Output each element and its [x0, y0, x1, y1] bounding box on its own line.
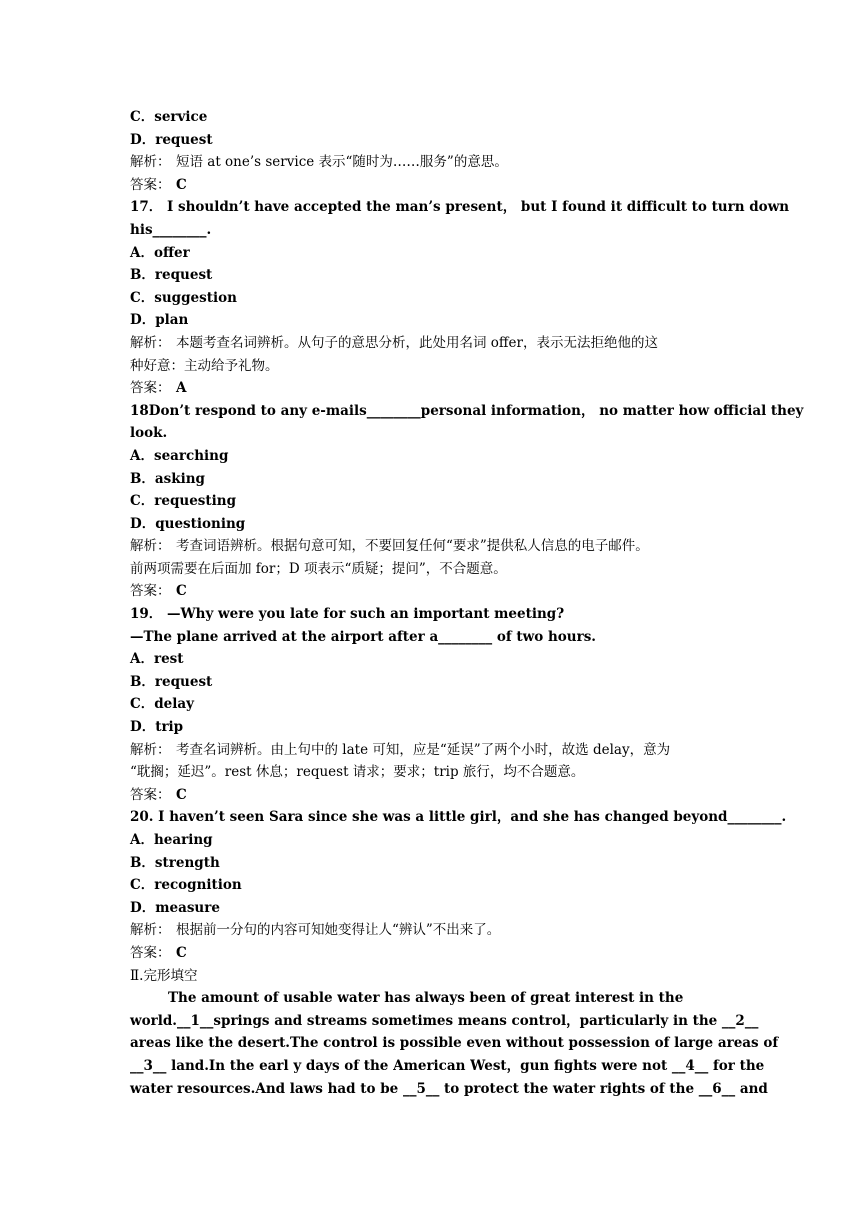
answer-value: C: [176, 944, 187, 961]
option-d: D．measure: [130, 899, 220, 916]
answer-label: 答案：: [130, 380, 171, 397]
explanation: [130, 919, 733, 942]
explanation-text: 考查名词辨析。由上句中的 late 可知，应是“延误”了两个小时，故选 delay，意为: [176, 741, 671, 758]
option-d: D．plan: [130, 312, 189, 329]
explanation-cont: 前两项需要在后面加 for；D 项表示“质疑；提问”，不合题意。: [130, 560, 507, 577]
option-c: C．recognition: [130, 877, 242, 894]
explanation-text: 本题考查名词辨析。从句子的意思分析，此处用名词 offer，表示无法拒绝他的这: [176, 334, 658, 351]
explanation-label: 解析：: [130, 334, 171, 351]
explanation-text: 根据前一分句的内容可知她变得让人“辨认”不出来了。: [176, 922, 501, 939]
option-a: A．rest: [130, 651, 184, 668]
question-19-stem-cont: —The plane arrived at the airport after a________ of two hours.: [130, 628, 597, 645]
passage-line: water resources.And laws had to be __5__ to protect the water rights of the __6__ and: [130, 1080, 768, 1097]
explanation-cont: “耽搁；延迟”。rest 休息；request 请求；要求；trip 旅行，均不合题意。: [130, 764, 585, 781]
question-17-stem-cont: his________.: [130, 221, 212, 238]
answer-value: C: [176, 176, 187, 193]
answer-label: 答案：: [130, 786, 171, 803]
answer-label: 答案：: [130, 176, 171, 193]
question-20-stem: 20. I haven’t seen Sara since she was a little girl，and she has changed beyond________.: [130, 809, 787, 826]
answer-value: C: [176, 786, 187, 803]
explanation-cont: 种好意：主动给予礼物。: [130, 357, 279, 374]
option-a: A．searching: [130, 447, 229, 464]
question-18-stem-cont: look.: [130, 425, 168, 442]
option-c: C．service: [130, 109, 208, 125]
document-content: [130, 106, 804, 1100]
option-b: B．request: [130, 673, 213, 690]
question-17-stem: 17． I shouldn’t have accepted the man’s present， but I found it difficult to turn down: [130, 199, 790, 216]
explanation: [130, 332, 733, 355]
passage-text: The amount of usable water has always been of great interest in the: [168, 990, 684, 1007]
option-a: A．hearing: [130, 832, 213, 848]
answer: [130, 580, 733, 603]
question-18-stem: 18Don’t respond to any e-mails________personal information， no matter how official they: [130, 402, 804, 419]
option-b: B．strength: [130, 854, 220, 871]
explanation: [130, 535, 733, 558]
answer: [130, 174, 733, 197]
option-c: C．delay: [130, 696, 194, 713]
explanation-text: 考查词语辨析。根据句意可知，不要回复任何“要求”提供私人信息的电子邮件。: [176, 538, 649, 555]
answer: [130, 942, 733, 965]
option-d: D．request: [130, 131, 213, 148]
explanation-label: 解析：: [130, 154, 171, 171]
explanation: [130, 151, 733, 174]
option-d: D．questioning: [130, 515, 246, 532]
option-d: D．trip: [130, 719, 184, 736]
explanation-label: 解析：: [130, 922, 171, 939]
option-a: A．offer: [130, 244, 190, 261]
question-19-stem: 19． —Why were you late for such an important meeting?: [130, 606, 565, 623]
passage-line: world.__1__springs and streams sometimes means control，particularly in the __2__: [130, 1012, 759, 1029]
answer-value: A: [176, 380, 187, 397]
answer-label: 答案：: [130, 583, 171, 600]
option-c: C．requesting: [130, 493, 237, 510]
passage-line: areas like the desert.The control is possible even without possession of large areas of: [130, 1035, 779, 1052]
answer: [130, 377, 733, 400]
passage-line: [130, 987, 733, 1010]
answer-label: 答案：: [130, 944, 171, 961]
section-title: Ⅱ.完形填空: [130, 967, 198, 984]
passage-line: __3__ land.In the earl y days of the American West，gun fights were not __4__ for the: [130, 1057, 765, 1074]
option-b: B．request: [130, 267, 213, 284]
explanation-label: 解析：: [130, 741, 171, 758]
answer-value: C: [176, 583, 187, 600]
option-c: C．suggestion: [130, 289, 237, 306]
explanation-label: 解析：: [130, 538, 171, 555]
option-b: B．asking: [130, 470, 205, 487]
explanation: [130, 739, 733, 762]
answer: [130, 784, 733, 807]
explanation-text: 短语 at one’s service 表示“随时为……服务”的意思。: [176, 154, 508, 171]
